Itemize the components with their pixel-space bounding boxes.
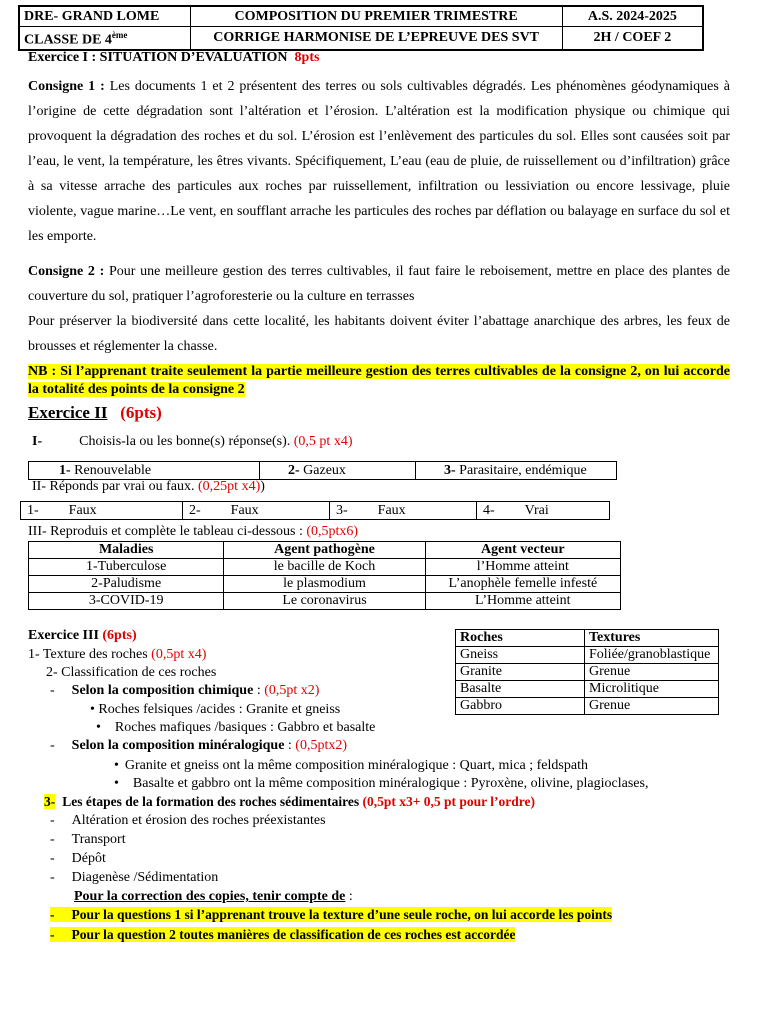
cell-vector: L’anophèle femelle infesté	[425, 576, 620, 593]
ex3-step-1: - Altération et érosion des roches préexistantes	[50, 813, 326, 828]
ex2-q1: I- Choisis-la ou les bonne(s) réponse(s). (0,5 pt x4)	[32, 434, 353, 449]
ex1-nb-note: NB : Si l’apprenant traite seulement la partie meilleure gestion des terres cultivables de la consigne 2, on lui accorde la totalité des points de la consigne 2	[28, 364, 730, 397]
ex2-disease-table	[28, 541, 621, 610]
header-duration: 2H / COEF 2	[562, 27, 703, 50]
header-class: CLASSE DE 4ème	[19, 27, 190, 50]
cell-disease: 3-COVID-19	[29, 593, 224, 610]
ex2-q1-answers	[28, 461, 617, 480]
ex3-q1: 1- Texture des roches (0,5pt x4)	[28, 647, 207, 662]
table-row	[29, 593, 621, 610]
col-maladies: Maladies	[29, 542, 224, 559]
cell-vector: L’Homme atteint	[425, 593, 620, 610]
ex3-title: Exercice III (6pts)	[28, 628, 137, 643]
header-year: A.S. 2024-2025	[562, 6, 703, 27]
cell-rock: Basalte	[456, 681, 585, 698]
cell-texture: Foliée/granoblastique	[585, 647, 719, 664]
ex3-step-4: - Diagenèse /Sédimentation	[50, 870, 219, 885]
cell-pathogen: Le coronavirus	[224, 593, 425, 610]
ex3-bullet-granite: • Granite et gneiss ont la même composition minéralogique : Quart, mica ; feldspath	[114, 758, 588, 773]
ex3-step-2: - Transport	[50, 832, 126, 847]
cell-texture: Grenue	[585, 664, 719, 681]
ex2-q1-answer-3: 3- Parasitaire, endémique	[444, 462, 587, 478]
cell-rock: Gabbro	[456, 698, 585, 715]
ex3-q3: 3- Les étapes de la formation des roches sédimentaires (0,5pt x3+ 0,5 pt pour l’ordre)	[44, 794, 536, 809]
cell-texture: Microlitique	[585, 681, 719, 698]
ex1-consigne1: Consigne 1 : Les documents 1 et 2 présentent des terres ou sols cultivables dégradés. Les phénomènes géodynamiques à l’origine de cette dégradation sont l’altération et l’érosion. L’altération est la modification physique ou chimique qui provoquent la dégradation des roches et du sol. L’érosion est l’enlèvement des particules du sol. Elles sont causées soit par l’eau, le vent, la température, les êtres vivants. Spécifiquement, L’eau (eau de pluie, de ruissellement ou d’infiltration) grâce à sa vitesse arrache des particules aux roches par ruissellement, infiltration ou lessiviation ou encore lessivage, pluie violente, vague marine…Le vent, en soufflant arrache les particules des roches par déflation ou balayage en surface du sol et les emporte.	[28, 79, 730, 244]
cell-disease: 1-Tuberculose	[29, 559, 224, 576]
table-row	[29, 559, 621, 576]
ex2-q3: III- Reproduis et complète le tableau ci-dessous : (0,5ptx6)	[28, 524, 359, 539]
ex2-q2-answers	[20, 501, 610, 520]
table-row	[456, 698, 719, 715]
ex1-consigne2: Consigne 2 : Pour une meilleure gestion des terres cultivables, il faut faire le reboisement, mettre en place des plantes de couverture du sol, pratiquer l’agroforesterie ou la culture en terrasses	[28, 264, 730, 304]
ex3-mineral-class: - Selon la composition minéralogique : (0,5ptx2)	[50, 738, 348, 753]
table-row	[29, 576, 621, 593]
ex2-q1-answer-2: 2- Gazeux	[260, 462, 416, 479]
ex1-title: Exercice I : SITUATION D’EVALUATION 8pts	[28, 50, 320, 65]
col-textures: Textures	[585, 630, 719, 647]
cell-pathogen: le plasmodium	[224, 576, 425, 593]
ex3-step-3: - Dépôt	[50, 851, 106, 866]
ex2-title: Exercice II (6pts)	[28, 403, 162, 422]
ex3-note-2: - Pour la question 2 toutes manières de classification de ces roches est accordée	[50, 927, 516, 942]
ex2-q2-answer-2: 2- Faux	[183, 502, 330, 519]
cell-rock: Granite	[456, 664, 585, 681]
col-agent-pathogene: Agent pathogène	[224, 542, 425, 559]
bullet-icon: •	[114, 776, 119, 791]
ex3-q2: 2- Classification de ces roches	[46, 665, 217, 680]
ex1-consigne2-biodiversity: Pour préserver la biodiversité dans cette localité, les habitants doivent éviter l’abattage anarchique des arbres, les feux de brousses et réglementer la chasse.	[28, 314, 730, 354]
cell-texture: Grenue	[585, 698, 719, 715]
col-roches: Roches	[456, 630, 585, 647]
col-agent-vecteur: Agent vecteur	[425, 542, 620, 559]
cell-rock: Gneiss	[456, 647, 585, 664]
table-row	[456, 681, 719, 698]
ex3-note-1: - Pour la questions 1 si l’apprenant trouve la texture d’une seule roche, on lui accorde les points	[50, 907, 613, 922]
ex2-q2-answer-3: 3- Faux	[330, 502, 477, 519]
ex3-bullet-felsic: • Roches felsiques /acides : Granite et gneiss	[90, 702, 341, 717]
bullet-icon: •	[96, 720, 101, 735]
ex2-q2-answer-4: 4- Vrai	[483, 502, 549, 518]
cell-disease: 2-Paludisme	[29, 576, 224, 593]
header-corrige: CORRIGE HARMONISE DE L’EPREUVE DES SVT	[190, 27, 562, 50]
ex2-q1-answer-1: 1- Renouvelable	[29, 462, 260, 479]
cell-pathogen: le bacille de Koch	[224, 559, 425, 576]
header-composition: COMPOSITION DU PREMIER TRIMESTRE	[190, 6, 562, 27]
header-table	[18, 5, 704, 51]
header-school: DRE- GRAND LOME	[19, 6, 190, 27]
table-row	[456, 664, 719, 681]
ex3-chem-class: - Selon la composition chimique : (0,5pt x2)	[50, 683, 320, 698]
table-row	[456, 647, 719, 664]
cell-vector: l’Homme atteint	[425, 559, 620, 576]
ex3-bullet-basalt: • Basalte et gabbro ont la même composition minéralogique : Pyroxène, olivine, plagioclases,	[114, 776, 649, 791]
ex3-rock-table	[455, 629, 719, 715]
ex3-bullet-mafic: • Roches mafiques /basiques : Gabbro et basalte	[96, 720, 376, 735]
ex3-note-title: Pour la correction des copies, tenir compte de :	[74, 889, 353, 904]
bullet-icon: •	[114, 758, 119, 773]
ex2-q2: II- Réponds par vrai ou faux. (0,25pt x4))	[32, 479, 265, 494]
ex2-q2-answer-1: 1- Faux	[21, 502, 183, 519]
